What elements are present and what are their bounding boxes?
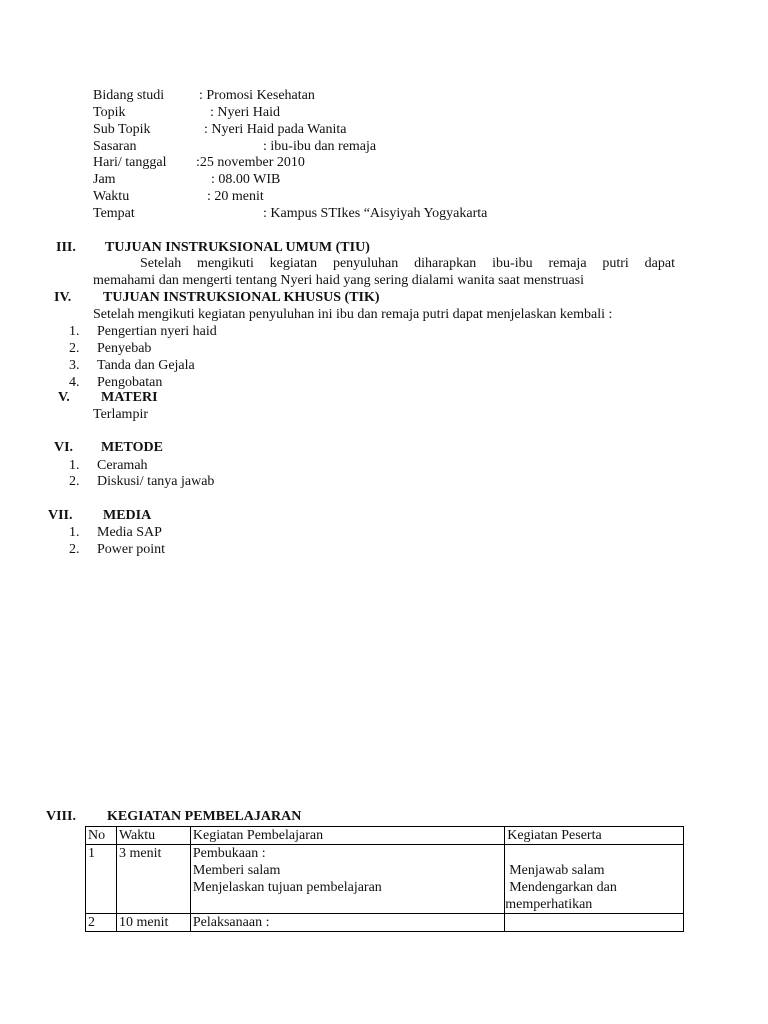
header-kegiatan-peserta: Kegiatan Peserta: [505, 827, 684, 845]
list-number: 2.: [69, 341, 80, 356]
cell-waktu: 3 menit: [116, 845, 190, 914]
cell-kegiatan: Pelaksanaan :: [190, 914, 504, 932]
list-item: Penyebab: [97, 341, 152, 356]
list-item: Pengertian nyeri haid: [97, 324, 217, 339]
value-hari-tanggal: :25 november 2010: [196, 155, 305, 170]
label-topik: Topik: [93, 105, 126, 120]
section-number: VIII.: [46, 809, 76, 824]
list-number: 1.: [69, 458, 80, 473]
list-number: 2.: [69, 474, 80, 489]
label-hari-tanggal: Hari/ tanggal: [93, 155, 167, 170]
materi-text: Terlampir: [93, 407, 148, 422]
cell-waktu: 10 menit: [116, 914, 190, 932]
section-title: MEDIA: [103, 508, 152, 523]
cell-line: Mendengarkan dan: [509, 880, 617, 895]
label-bidang-studi: Bidang studi: [93, 88, 165, 103]
list-item: Power point: [97, 542, 166, 557]
label-waktu: Waktu: [93, 189, 130, 204]
label-tempat: Tempat: [93, 206, 135, 221]
section-title: KEGIATAN PEMBELAJARAN: [107, 809, 302, 824]
value-jam: : 08.00 WIB: [211, 172, 281, 187]
cell-peserta: [505, 845, 684, 914]
value-sub-topik: : Nyeri Haid pada Wanita: [204, 122, 347, 137]
list-item: Media SAP: [97, 525, 162, 540]
cell-line: Pembukaan :: [192, 846, 266, 861]
list-number: 4.: [69, 375, 80, 390]
list-item: Diskusi/ tanya jawab: [97, 474, 215, 489]
value-bidang-studi: : Promosi Kesehatan: [199, 88, 315, 103]
value-sasaran: : ibu-ibu dan remaja: [263, 139, 377, 154]
section-number: III.: [56, 240, 76, 255]
tik-intro: Setelah mengikuti kegiatan penyuluhan ini ibu dan remaja putri dapat menjelaskan kembali :: [93, 307, 613, 322]
tiu-paragraph-line2: memahami dan mengerti tentang Nyeri haid yang sering dialami wanita saat menstruasi: [93, 273, 585, 288]
cell-line: Memberi salam: [192, 863, 281, 878]
list-number: 1.: [69, 525, 80, 540]
list-number: 2.: [69, 542, 80, 557]
tiu-paragraph-line1: Setelah mengikuti kegiatan penyuluhan diharapkan ibu-ibu remaja putri dapat: [140, 256, 675, 271]
list-number: 3.: [69, 358, 80, 373]
section-number: IV.: [54, 290, 72, 305]
section-title: METODE: [101, 440, 163, 455]
value-waktu: : 20 menit: [207, 189, 264, 204]
cell-no: 2: [86, 914, 117, 932]
value-tempat: : Kampus STIkes “Aisyiyah Yogyakarta: [263, 206, 488, 221]
list-item: Ceramah: [97, 458, 148, 473]
header-no: No: [86, 827, 117, 845]
list-number: 1.: [69, 324, 80, 339]
kegiatan-table: [85, 826, 684, 932]
cell-no: 1: [86, 845, 117, 914]
section-title: TUJUAN INSTRUKSIONAL KHUSUS (TIK): [103, 290, 380, 305]
section-title: TUJUAN INSTRUKSIONAL UMUM (TIU): [105, 240, 370, 255]
value-topik: : Nyeri Haid: [210, 105, 280, 120]
section-title: MATERI: [101, 390, 158, 405]
cell-line: memperhatikan: [505, 897, 593, 912]
header-waktu: Waktu: [116, 827, 190, 845]
section-number: VI.: [54, 440, 74, 455]
table-row: [86, 914, 684, 932]
label-sub-topik: Sub Topik: [93, 122, 151, 137]
label-sasaran: Sasaran: [93, 139, 137, 154]
cell-line: Menjelaskan tujuan pembelajaran: [192, 880, 382, 895]
cell-kegiatan: [190, 845, 504, 914]
cell-line: Menjawab salam: [509, 863, 605, 878]
header-kegiatan-pembelajaran: Kegiatan Pembelajaran: [190, 827, 504, 845]
section-number: VII.: [48, 508, 73, 523]
cell-peserta: [505, 914, 684, 932]
list-item: Pengobatan: [97, 375, 163, 390]
cell-line: [505, 845, 681, 862]
section-number: V.: [58, 390, 70, 405]
list-item: Tanda dan Gejala: [97, 358, 195, 373]
table-row: [86, 845, 684, 914]
label-jam: Jam: [93, 172, 116, 187]
table-header-row: [86, 827, 684, 845]
